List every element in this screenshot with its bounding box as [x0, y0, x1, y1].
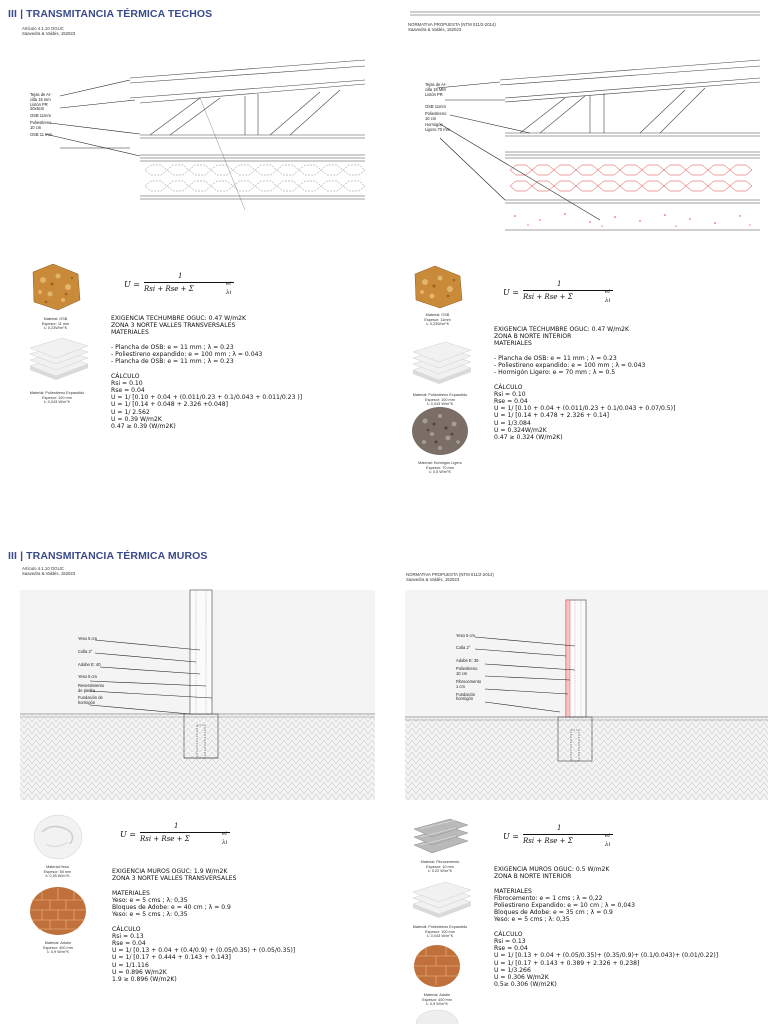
roof-left-formula	[124, 272, 244, 306]
calc-line: 0.47 ≥ 0.39 (W/m2K)	[111, 423, 176, 431]
material-caption	[405, 393, 475, 407]
layer-label: Listón PR	[30, 101, 48, 107]
subtitle-line: NORMATIVA PROPUESTA (NTM 011/2-2014)	[406, 572, 494, 577]
layer-label: Hormigón	[425, 121, 443, 127]
adobe-brick-image	[28, 886, 88, 936]
material-osb-card	[28, 262, 83, 331]
wall-right-calculation	[494, 866, 718, 988]
formula-denominator: Rsi + Rse + Σ	[140, 835, 190, 843]
calc-line: ZONA 3 NORTE VALLES TRANSVERSALES	[112, 875, 237, 883]
formula-lhs: U =	[120, 830, 136, 839]
caption-line: λ: 0,22 W/m°K	[427, 869, 453, 873]
calc-line: U = 1/3.266	[494, 966, 531, 974]
formula-sum-numerator: ei	[605, 289, 611, 295]
calc-line: Rsi = 0.10	[111, 379, 143, 387]
calc-line: Bloques de Adobe: e = 35 cm ; λ = 0.9	[494, 909, 613, 917]
caption-line: Material: Adobe	[423, 993, 451, 997]
calc-line: U = 1/ [0.17 + 0.444 + 0.143 + 0.143]	[112, 954, 231, 962]
eps-boards-image	[405, 880, 475, 920]
caption-line: Material: Hormigón Ligero	[418, 461, 462, 465]
calc-line: 1.9 ≥ 0.896 (W/m2K)	[112, 976, 177, 984]
calc-line: CÁLCULO	[494, 383, 523, 391]
calc-line: Rsi = 0.10	[494, 390, 526, 398]
layer-label: Colla 2°	[456, 644, 471, 650]
material-eps-card	[405, 880, 475, 939]
caption-line: Espesor: 11 mm	[41, 321, 70, 326]
plaster-texture-image	[30, 814, 85, 860]
layer-label: hormigón	[78, 699, 96, 705]
caption-line: Material: Poliestireno Expandido	[412, 925, 468, 929]
layer-label: Fibrocemento	[456, 678, 482, 684]
calc-line: 0.5≥ 0.306 (W/m2K)	[494, 981, 557, 989]
caption-line: λ: 0,35 W/m°K	[45, 874, 70, 878]
subtitle-line: Artículo 4.1.10 OGUC	[22, 26, 64, 31]
osb-texture-image	[28, 262, 83, 312]
calc-line: - Plancha de OSB: e = 11 mm ; λ = 0.23	[111, 358, 234, 366]
calc-line: Yeso: e = 5 cms ; λ: 0,35	[112, 896, 188, 904]
roof-left-section-drawing	[0, 0, 768, 260]
layer-label: Poliestireno	[456, 666, 478, 672]
formula-sum-numerator: ei	[226, 281, 232, 287]
caption-line: Espesor: 11mm	[424, 317, 451, 322]
material-caption	[412, 993, 462, 1007]
calc-line: - Poliestireno expandido: e = 100 mm ; λ = 0.043	[111, 351, 263, 358]
layer-label: 10 cm	[30, 124, 42, 130]
subtitle-line: NORMATIVA PROPUESTA (NTM 011/2-2014)	[408, 22, 496, 27]
calc-line: U = 1/ [0.14 + 0.478 + 2.326 + 0.14]	[494, 412, 610, 420]
layer-label: Poliestireno	[425, 111, 447, 117]
calc-line: CÁLCULO	[111, 372, 140, 380]
wall-right-formula	[503, 824, 623, 858]
calc-line	[494, 924, 718, 931]
wall-right-subtitle	[406, 572, 494, 582]
calc-line	[112, 882, 295, 889]
layer-label: OSB 11mm	[425, 104, 446, 110]
caption-line: Espesor: 400 mm	[43, 945, 73, 950]
wall-left-subtitle	[22, 566, 75, 576]
calc-line: Rse = 0.04	[494, 945, 528, 953]
material-caption	[410, 860, 470, 874]
layer-label: cilla 15 mm	[30, 96, 51, 102]
subtitle-line: Saavedra & Valdés, 152023	[408, 27, 462, 32]
calc-line: CÁLCULO	[112, 925, 141, 933]
material-caption	[28, 941, 88, 955]
layer-label: Fundación	[456, 691, 476, 697]
layer-label: Adobe E: 35	[456, 657, 479, 663]
wall-sections-drawing	[0, 590, 768, 810]
layer-label: Yeso 5 cm	[78, 636, 97, 641]
caption-line: Espesor: 50 mm	[43, 869, 72, 874]
caption-line: λ: 0,9 W/m°K	[425, 1002, 449, 1006]
subtitle-line: Saavedra & Valdés, 152023	[22, 31, 76, 36]
layer-label: Tejas de Ar-	[30, 92, 52, 97]
roof-right-layer-labels	[425, 83, 450, 132]
formula-numerator: 1	[557, 824, 562, 832]
calc-line: Yeso: e = 5 cms ; λ: 0,35	[112, 911, 188, 919]
roof-section-title: III | TRANSMITANCIA TÉRMICA TECHOS	[8, 8, 213, 20]
wall-right-layer-labels	[456, 634, 481, 702]
layer-label: Yeso 5 cm	[456, 633, 475, 638]
calc-line: U = 0.306 W/m2K	[494, 974, 549, 982]
layer-label: OSB 11 mm	[30, 131, 52, 137]
material-caption	[22, 391, 92, 405]
material-caption	[410, 461, 470, 475]
layer-label: Revestimiento	[78, 683, 104, 689]
calc-line: EXIGENCIA MUROS OGUC: 1.9 W/m2K	[112, 868, 228, 875]
calc-line: U = 1/3.084	[494, 419, 531, 427]
layer-label: hormigón	[456, 696, 474, 702]
calc-line	[494, 376, 675, 383]
formula-denominator: Rsi + Rse + Σ	[523, 293, 573, 301]
calc-line: Yeso: e = 5 cms ; λ: 0,35	[494, 916, 570, 924]
formula-numerator: 1	[178, 272, 183, 280]
layer-label: de piedra	[78, 687, 96, 693]
formula-sum-denominator: λi	[605, 842, 611, 848]
layer-label: Tejas de Ar-	[425, 82, 447, 87]
caption-line: λ: 0,9 W/m°K	[46, 950, 70, 954]
roof-right-calculation	[494, 326, 675, 441]
calc-line: MATERIALES	[494, 340, 532, 348]
layer-label: Adobe E: 40	[78, 661, 101, 667]
material-caption	[405, 925, 475, 939]
caption-line: λ: 0,23W/m°K	[43, 326, 68, 330]
material-adobe-card	[412, 944, 472, 1007]
eps-boards-image	[405, 342, 475, 388]
calc-line: - Poliestireno expandido: e = 100 mm ; λ = 0.043	[494, 362, 646, 369]
eps-boards-image	[22, 338, 92, 386]
calc-line: Rse = 0.04	[111, 387, 145, 394]
calc-line: MATERIALES	[112, 889, 150, 897]
subtitle-line: Saavedra & Valdés, 152023	[406, 577, 460, 582]
layer-label: 20x5cm	[30, 106, 45, 112]
caption-line: Material: OSB	[43, 317, 68, 321]
formula-lhs: U =	[503, 832, 519, 841]
calc-line: Rse = 0.04	[494, 398, 528, 405]
roof-right-formula	[503, 280, 623, 314]
wall-left-formula	[120, 822, 240, 856]
calc-line: U = 1/1.116	[112, 961, 149, 969]
calc-line: EXIGENCIA TECHUMBRE OGUC: 0.47 W/m2K	[111, 315, 247, 322]
calc-line: ZONA B NORTE INTERIOR	[494, 873, 572, 881]
material-eps-card	[22, 338, 92, 405]
calc-line: Rsi = 0.13	[112, 932, 144, 940]
calc-line: U = 1/ 2.562	[111, 408, 150, 416]
calc-line: MATERIALES	[111, 329, 149, 337]
caption-line: Material: Fibrocemento	[420, 860, 460, 864]
calc-line: MATERIALES	[494, 887, 532, 895]
formula-denominator: Rsi + Rse + Σ	[523, 837, 573, 845]
material-caption	[28, 317, 83, 331]
calc-line: U = 1/ [0.13 + 0.04 + (0.05/0.35)+ (0.35/0.9)+ (0.1/0.043)+ (0.01/0.22)]	[494, 952, 719, 960]
fibercement-boards-image	[410, 815, 470, 855]
material-fibercement-card	[410, 815, 470, 874]
material-caption	[410, 313, 465, 327]
layer-label: Ligero 70 mm	[425, 126, 451, 132]
calc-line: U = 0.896 W/m2K	[112, 968, 167, 976]
subtitle-line: Saavedra & Valdés, 152023	[22, 571, 76, 576]
calc-line: U = 1/ [0.10 + 0.04 + (0.011/0.23 + 0.1/0.043 + 0.011/0.23 )]	[111, 394, 303, 402]
calc-line: Fibrocemento: e = 1 cms ; λ = 0,22	[494, 894, 603, 902]
wall-left-layer-labels	[78, 637, 104, 705]
formula-lhs: U =	[124, 280, 140, 289]
caption-line: λ: 0,043 W/m°K	[43, 400, 71, 404]
caption-line: Espesor: 100 mm	[425, 929, 455, 934]
caption-line: Espesor: 100 mm	[425, 397, 455, 402]
calc-line: U = 0.324W/m2K	[494, 426, 547, 434]
caption-line: λ: 0,043 W/m°K	[426, 402, 454, 406]
calc-line: EXIGENCIA TECHUMBRE OGUC: 0.47 W/m2K	[494, 326, 630, 333]
formula-numerator: 1	[174, 822, 179, 830]
calc-line: - Hormigón Ligero: e = 70 mm ; λ = 0.5	[494, 369, 616, 377]
formula-denominator: Rsi + Rse + Σ	[144, 285, 194, 293]
layer-label: 1 cm	[456, 683, 465, 689]
caption-line: Material: Poliestireno Expandido	[412, 393, 468, 397]
layer-label: Poliestireno	[30, 119, 52, 125]
calc-line	[111, 337, 302, 344]
layer-label: 10 cm	[425, 115, 437, 121]
formula-lhs: U =	[503, 288, 519, 297]
layer-label: cilla 15 MM	[425, 86, 446, 92]
calc-line: 0.47 ≥ 0.324 (W/m2K)	[494, 434, 563, 442]
subtitle-line: Artículo 4.1.10 OGUC	[22, 566, 64, 571]
layer-label: OSB 11mm	[30, 113, 51, 119]
layer-label: Yeso 5 cm	[78, 674, 97, 680]
calc-line: - Plancha de OSB: e = 11 mm ; λ = 0.23	[111, 343, 234, 351]
caption-line: Material: OSB	[425, 313, 450, 317]
calc-line: U = 1/ [0.10 + 0.04 + (0.011/0.23 + 0.1/0.043 + 0.07/0.5)]	[494, 405, 676, 413]
calc-line: ZONA 3 NORTE VALLES TRANSVERSALES	[111, 322, 236, 330]
calc-line: Rse = 0.04	[112, 940, 146, 947]
roof-left-calculation	[111, 315, 302, 430]
caption-line: λ: 0,5 W/m°K	[428, 470, 452, 474]
caption-line: Material: Poliestireno Expandido	[29, 391, 85, 395]
formula-sum-numerator: ei	[605, 833, 611, 839]
calc-line: - Plancha de OSB: e = 11 mm ; λ = 0.23	[494, 354, 617, 362]
calc-line	[111, 365, 302, 372]
caption-line: Espesor: 10 mm	[426, 864, 454, 869]
calc-line	[494, 880, 718, 887]
calc-line: Poliestireno Expandido: e = 10 cm ; λ = 0,043	[494, 902, 635, 909]
caption-line: Espesor: 100 mm	[42, 395, 72, 400]
material-caption	[30, 865, 85, 879]
roof-left-layer-labels	[30, 93, 52, 137]
wall-section-title: III | TRANSMITANCIA TÉRMICA MUROS	[8, 550, 208, 562]
layer-label: Listón PR	[425, 91, 443, 97]
calc-line: EXIGENCIA MUROS OGUC: 0.5 W/m2K	[494, 866, 610, 873]
layer-label: Colla 2°	[78, 648, 93, 654]
formula-sum-denominator: λi	[226, 290, 232, 296]
layer-label: 10 cm	[456, 671, 468, 677]
calc-line: U = 1/ [0.17 + 0.143 + 0.389 + 2.326 + 0.238]	[494, 959, 640, 967]
adobe-brick-image	[412, 944, 462, 988]
plaster-partial-image	[414, 1008, 460, 1024]
calc-line: Rsi = 0.13	[494, 938, 526, 945]
calc-line: U = 1/ [0.13 + 0.04 + (0.4/0.9) + (0.05/0.35) + (0.05/0.35)]	[112, 947, 296, 955]
formula-sum-numerator: ei	[222, 831, 228, 837]
material-lightweight-concrete-card	[410, 406, 470, 475]
calc-line	[494, 348, 675, 355]
caption-line: Material:Yeso	[46, 865, 69, 869]
formula-sum-denominator: λi	[605, 298, 611, 304]
material-plaster-card	[30, 814, 85, 879]
formula-numerator: 1	[557, 280, 562, 288]
caption-line: Espesor: 70 mm	[426, 465, 454, 470]
layer-label: Fundación de	[78, 694, 103, 700]
formula-sum-denominator: λi	[222, 840, 228, 846]
calc-line: U = 1/ [0.14 + 0.048 + 2.326 +0.048]	[111, 401, 228, 409]
caption-line: Material: Adobe	[44, 941, 72, 945]
calc-line: U = 0.39 W/m2K	[111, 415, 162, 423]
calc-line: CÁLCULO	[494, 930, 523, 938]
material-eps-card	[405, 342, 475, 407]
calc-line	[112, 918, 295, 925]
wall-left-calculation	[112, 868, 295, 983]
calc-line: ZONA B NORTE INTERIOR	[494, 333, 572, 341]
caption-line: λ: 0,23W/m°K	[425, 322, 450, 326]
material-adobe-card	[28, 886, 88, 955]
caption-line: Espesor: 400 mm	[422, 997, 452, 1002]
gravel-texture-image	[410, 406, 470, 456]
calc-line: Bloques de Adobe: e = 40 cm ; λ = 0.9	[112, 904, 231, 911]
osb-texture-image	[410, 264, 465, 308]
material-osb-card	[410, 264, 465, 327]
caption-line: λ: 0,043 W/m°K	[426, 934, 454, 938]
